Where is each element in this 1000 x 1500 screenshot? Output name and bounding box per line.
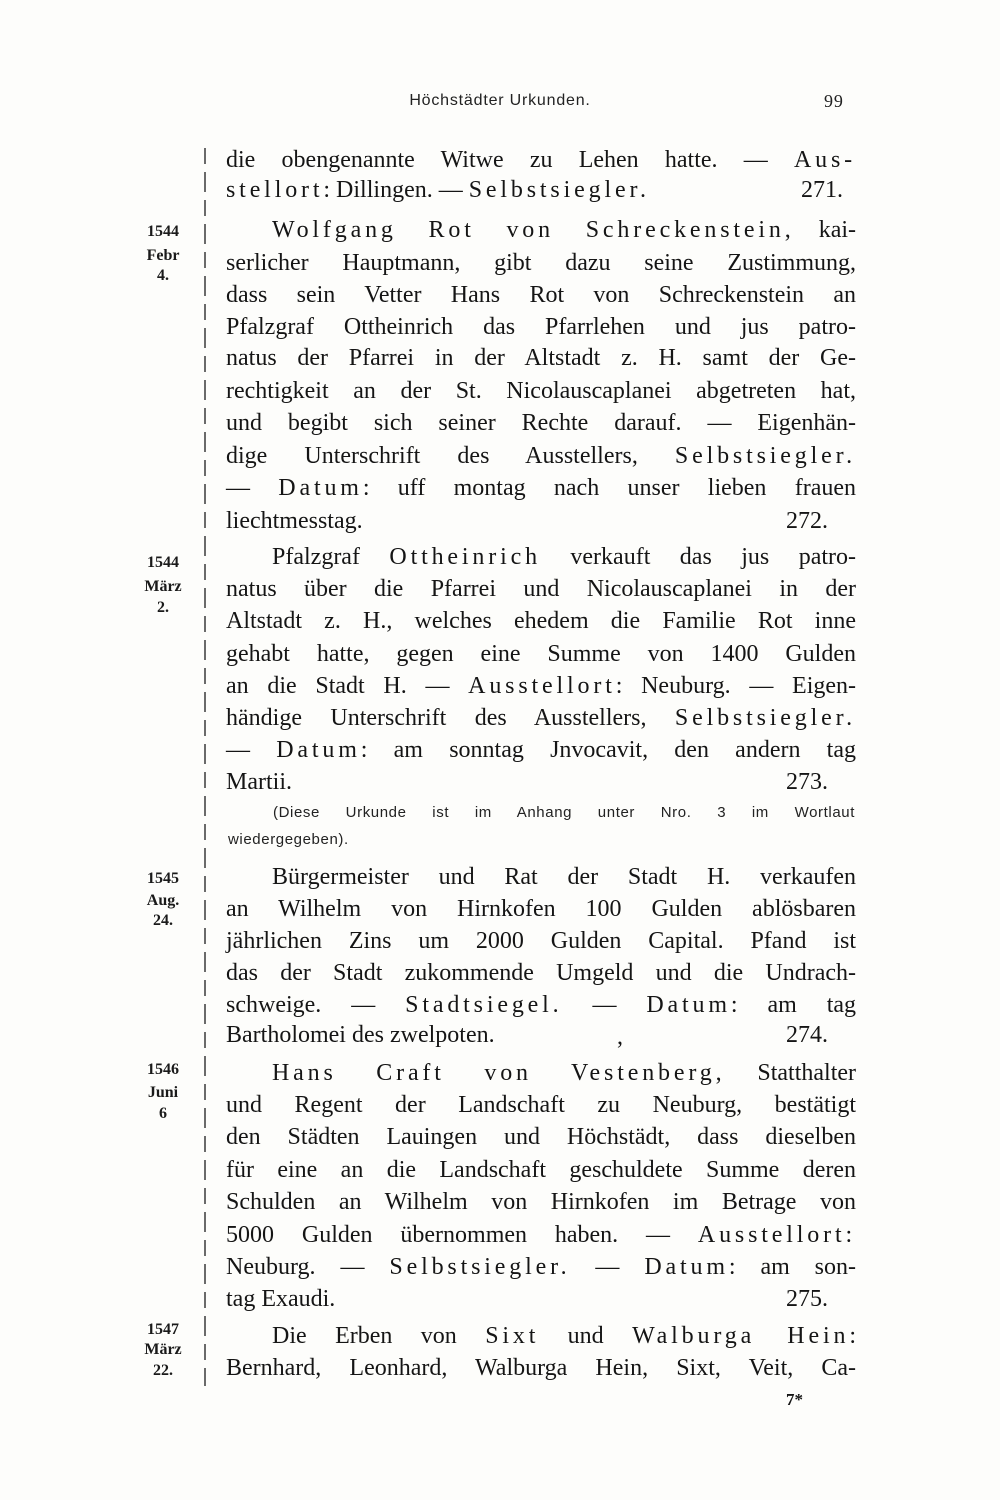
spaced-text: Ausstellort:: [697, 1222, 856, 1248]
text-segment: Martii.: [226, 769, 292, 795]
text-line: [226, 957, 856, 989]
spaced-text: Datum: [276, 737, 361, 763]
text-segment: und begibt sich seiner Rechte darauf. — Eigenhän-: [226, 410, 856, 436]
spaced-text: Ottheinrich: [389, 544, 541, 570]
text-segment: an die Stadt H. —: [226, 673, 469, 699]
text-segment: Pfalzgraf: [272, 544, 390, 570]
text-segment: Bartholomei des zwelpoten.: [226, 1022, 495, 1048]
text-segment: rechtigkeit an der St. Nicolauscaplanei abgetreten hat,: [226, 378, 856, 404]
text-segment: die obengenannte Witwe zu Lehen hatte. —: [226, 147, 794, 173]
spaced-text: Selbstsiegler.: [674, 705, 856, 731]
document-number: 275.: [786, 1286, 828, 1312]
text-segment: für eine an die Landschaft geschuldete Summe deren: [226, 1157, 856, 1183]
spaced-text: Selbstsiegler.: [389, 1254, 571, 1280]
margin-rule: [204, 148, 206, 1386]
editorial-note: wiedergegeben).: [228, 831, 349, 848]
text-segment: : am son-: [728, 1254, 857, 1280]
text-line: [226, 375, 856, 407]
text-segment: Die Erben von: [272, 1323, 486, 1349]
spaced-text: Datum: [278, 475, 363, 501]
text-line: [272, 214, 856, 246]
text-segment: schweige. —: [226, 992, 406, 1018]
spaced-text: Aus-: [793, 147, 856, 173]
spaced-text: Hans Craft von Vestenberg: [272, 1060, 716, 1086]
margin-date-year: 1544: [147, 223, 179, 240]
text-line: [226, 472, 856, 504]
text-segment: gehabt hatte, gegen eine Summe von 1400 Gulden: [226, 641, 856, 667]
text-segment: —: [562, 992, 647, 1018]
text-line: [226, 573, 856, 605]
text-line: [226, 989, 856, 1021]
margin-date-year: 1545: [147, 870, 179, 887]
text-segment: , Statthalter: [715, 1060, 856, 1086]
text-segment: und: [539, 1323, 633, 1349]
margin-date-month: Juni: [147, 1084, 179, 1101]
text-segment: verkauft das jus patro-: [540, 544, 857, 570]
margin-date-month: März: [144, 1341, 182, 1358]
text-segment: Pfalzgraf Ottheinrich das Pfarrlehen und jus patro-: [226, 314, 856, 340]
text-segment: natus über die Pfarrei und Nicolauscaplanei in der: [226, 576, 856, 602]
text-segment: den Städten Lauingen und Höchstädt, dass dieselben: [226, 1124, 856, 1150]
spaced-text: stellort: [226, 177, 324, 203]
text-line: [226, 1186, 856, 1218]
text-line: [226, 144, 856, 176]
running-header-title: Höchstädter Urkunden.: [409, 92, 591, 109]
text-line: [226, 734, 856, 766]
spaced-text: Ausstellort: [468, 673, 616, 699]
text-line: [226, 407, 856, 439]
text-line: [226, 766, 856, 798]
text-line: [226, 505, 856, 537]
margin-date-month: Aug.: [146, 892, 180, 909]
text-line: [226, 1251, 856, 1283]
spaced-text: Datum: [644, 1254, 729, 1280]
document-number: 274.: [786, 1022, 828, 1048]
text-segment: —: [226, 475, 279, 501]
spaced-text: Selbstsiegler.: [468, 177, 650, 203]
printer-signature: 7*: [786, 1390, 803, 1409]
text-segment: —: [570, 1254, 645, 1280]
margin-date-day: 2.: [157, 599, 169, 616]
margin-date-day: 24.: [153, 912, 173, 929]
text-line: [226, 702, 856, 734]
text-line: [226, 605, 856, 637]
text-segment: —: [226, 737, 277, 763]
margin-date-year: 1544: [147, 554, 179, 571]
text-line: [226, 670, 856, 702]
document-number: 271.: [801, 177, 843, 203]
margin-date-year: 1546: [147, 1061, 179, 1078]
text-segment: serlicher Hauptmann, gibt dazu seine Zustimmung,: [226, 250, 856, 276]
stray-mark: ,: [617, 1024, 623, 1050]
spaced-text: Datum: [646, 992, 731, 1018]
text-segment: Altstadt z. H., welches ehedem die Familie Rot inne: [226, 608, 856, 634]
text-line: [226, 893, 856, 925]
text-segment: tag Exaudi.: [226, 1286, 336, 1312]
text-segment: Bürgermeister und Rat der Stadt H. verkaufen: [272, 864, 856, 890]
text-segment: : uff montag nach unser lieben frauen: [362, 475, 856, 501]
page-number: 99: [824, 91, 844, 111]
text-segment: : Neuburg. — Eigen-: [615, 673, 856, 699]
text-segment: dige Unterschrift des Ausstellers,: [226, 443, 675, 469]
text-line: [226, 311, 856, 343]
text-segment: liechtmesstag.: [226, 508, 363, 534]
text-line: [226, 1219, 856, 1251]
text-line: [226, 1283, 856, 1315]
spaced-text: Wolfgang Rot von Schreckenstein: [272, 217, 785, 243]
text-segment: jährlichen Zins um 2000 Gulden Capital. Pfand ist: [226, 928, 856, 954]
spaced-text: Selbstsiegler.: [674, 443, 856, 469]
text-segment: : am sonntag Jnvocavit, den andern tag: [360, 737, 857, 763]
text-segment: : Dillingen. —: [323, 177, 469, 203]
margin-date-day: 4.: [157, 267, 169, 284]
text-line: [226, 925, 856, 957]
text-segment: , kai-: [784, 217, 857, 243]
spaced-text: Walburga Hein: [632, 1323, 850, 1349]
text-line: [272, 1057, 856, 1089]
text-line: [226, 1154, 856, 1186]
text-segment: :: [849, 1323, 856, 1349]
text-segment: natus der Pfarrei in der Altstadt z. H. samt der Ge-: [226, 345, 856, 371]
text-segment: und Regent der Landschaft zu Neuburg, bestätigt: [226, 1092, 856, 1118]
spaced-text: Sixt: [485, 1323, 540, 1349]
text-segment: Schulden an Wilhelm von Hirnkofen im Betrage von: [226, 1189, 856, 1215]
text-segment: an Wilhelm von Hirnkofen 100 Gulden ablösbaren: [226, 896, 856, 922]
text-line: [226, 279, 856, 311]
document-number: 272.: [786, 508, 828, 534]
text-segment: Bernhard, Leonhard, Walburga Hein, Sixt, Veit, Ca-: [226, 1355, 856, 1381]
margin-date-day: 6: [159, 1105, 167, 1122]
text-line: [272, 861, 856, 893]
text-line: [272, 1320, 856, 1352]
text-line: [226, 1352, 856, 1384]
text-line: [226, 174, 856, 206]
margin-date-month: März: [144, 578, 182, 595]
spaced-text: Stadtsiegel.: [405, 992, 563, 1018]
text-segment: dass sein Vetter Hans Rot von Schreckenstein an: [226, 282, 856, 308]
text-line: [226, 1089, 856, 1121]
text-segment: händige Unterschrift des Ausstellers,: [226, 705, 675, 731]
text-segment: Neuburg. —: [226, 1254, 390, 1280]
margin-date-month: Febr: [146, 247, 180, 264]
document-number: 273.: [786, 769, 828, 795]
text-line: [226, 1019, 856, 1051]
text-segment: das der Stadt zukommende Umgeld und die Undrach-: [226, 960, 856, 986]
text-line: [272, 541, 856, 573]
text-line: [226, 342, 856, 374]
margin-date-year: 1547: [147, 1321, 179, 1338]
text-line: [226, 638, 856, 670]
text-line: [226, 247, 856, 279]
text-line: [226, 1121, 856, 1153]
text-segment: 5000 Gulden übernommen haben. —: [226, 1222, 698, 1248]
margin-date-day: 22.: [153, 1362, 173, 1379]
text-line: [226, 440, 856, 472]
editorial-note: (Diese Urkunde ist im Anhang unter Nro. 3 im Wortlaut: [273, 804, 855, 821]
text-segment: : am tag: [730, 992, 857, 1018]
